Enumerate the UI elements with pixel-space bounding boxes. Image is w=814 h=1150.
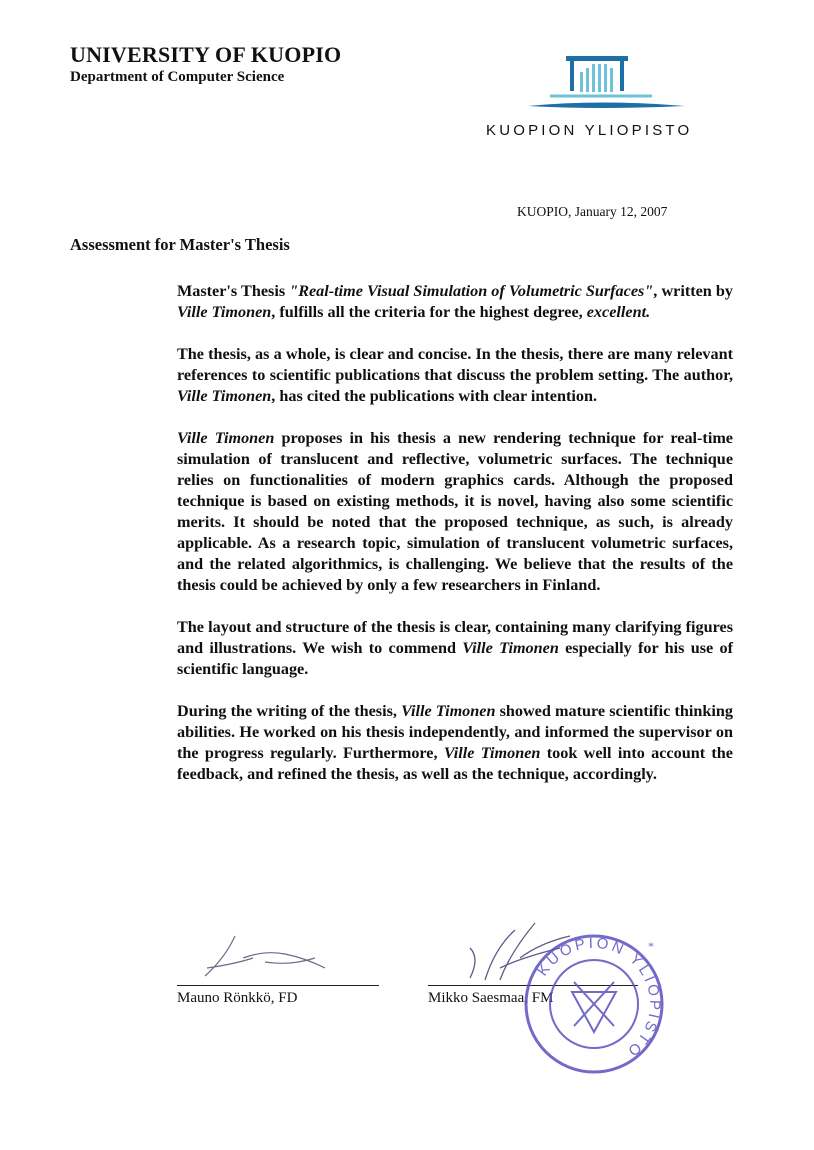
- signature-name-left: Mauno Rönkkö, FD: [177, 990, 298, 1006]
- thesis-title: "Real-time Visual Simulation of Volumetric Surfaces": [289, 282, 654, 300]
- svg-text:*: *: [648, 939, 654, 953]
- date-line: KUOPIO, January 12, 2007: [517, 204, 668, 219]
- text-span: The layout and structure of the thesis is clear, containing many clarifying figures and illustrations. We wish to commend: [177, 618, 733, 657]
- paragraph-2: [177, 344, 733, 407]
- signature-name-right: Mikko Saesmaa, FM: [428, 990, 554, 1006]
- paragraph-5: [177, 701, 733, 785]
- paragraph-4: [177, 617, 733, 680]
- author-name: Ville Timonen: [443, 744, 541, 762]
- assessment-body: [177, 281, 733, 806]
- text-span: Master's Thesis: [177, 282, 290, 300]
- grade: excellent.: [586, 303, 651, 321]
- text-span: , written by: [653, 282, 733, 300]
- text-span: especially for his use of scientific language.: [177, 639, 733, 678]
- text-span: , has cited the publications with clear intention.: [271, 387, 598, 405]
- university-name: UNIVERSITY OF KUOPIO: [70, 42, 342, 67]
- author-name: Ville Timonen: [177, 387, 272, 405]
- page-title: Assessment for Master's Thesis: [70, 235, 290, 254]
- university-seal-icon: [520, 922, 668, 1080]
- paragraph-3: [177, 428, 733, 596]
- author-name: Ville Timonen: [462, 639, 559, 657]
- signature-line-left: [177, 985, 379, 986]
- author-name: Ville Timonen: [401, 702, 496, 720]
- text-span: , fulfills all the criteria for the highest degree,: [271, 303, 587, 321]
- author-name: Ville Timonen: [177, 429, 275, 447]
- text-span: proposes in his thesis a new rendering technique for real-time simulation of translucent and reflective, volumetric surfaces. The technique relies on functionalities of modern graphics cards. Although the proposed technique is based on existing methods, it is novel, having also some scientific merits. It should be noted that the proposed technique, as such, is already applicable. As a research topic, simulation of translucent volumetric surfaces, and the related algorithmics, is challenging. We believe that the results of the thesis could be achieved by only a few researchers in Finland.: [177, 429, 733, 594]
- svg-text:KUOPION YLIOPISTO: KUOPION YLIOPISTO: [534, 934, 664, 1062]
- text-span: took well into account the feedback, and refined the thesis, as well as the technique, accordingly.: [177, 744, 733, 783]
- university-logo-icon: [520, 50, 690, 120]
- text-span: showed mature scientific thinking abilities. He worked on his thesis independently, and informed the supervisor on the progress regularly. Furthermore,: [177, 702, 733, 762]
- text-span: During the writing of the thesis,: [177, 702, 402, 720]
- paragraph-1: [177, 281, 733, 323]
- text-span: The thesis, as a whole, is clear and concise. In the thesis, there are many relevant references to scientific publications that discuss the problem setting. The author,: [177, 345, 733, 384]
- department-name: Department of Computer Science: [70, 69, 285, 85]
- logo-text: KUOPION YLIOPISTO: [486, 122, 693, 139]
- author-name: Ville Timonen: [177, 303, 272, 321]
- signature-left-icon: [195, 928, 345, 983]
